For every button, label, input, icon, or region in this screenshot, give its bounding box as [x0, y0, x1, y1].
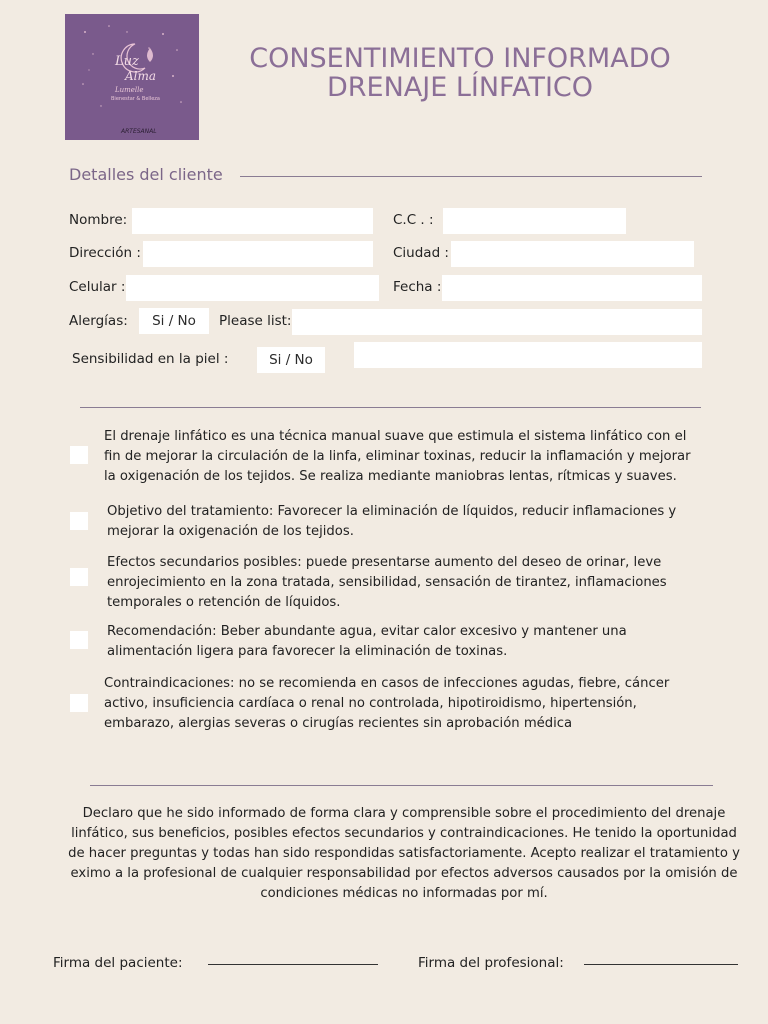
checkbox-item-3[interactable] [70, 568, 88, 586]
checklist-item-5-text: Contraindicaciones: no se recomienda en casos de infecciones agudas, fiebre, cáncer activo, insuficiencia cardíaca o renal no controlada, hipotiroidismo, hipertensión, embarazo, alergias severas o cirugías recientes sin aprobación médica [104, 676, 670, 731]
declaration-divider [90, 785, 713, 786]
direccion-label: Dirección : [69, 245, 141, 261]
sensibilidad-yes-no-toggle[interactable]: Si / No [257, 347, 325, 373]
nombre-field[interactable] [132, 208, 373, 234]
direccion-field[interactable] [143, 241, 373, 267]
checklist-item-4-text: Recomendación: Beber abundante agua, evitar calor excesivo y mantener una alimentación ligera para favorecer la eliminación de toxinas. [107, 624, 627, 659]
section-divider [80, 407, 701, 408]
celular-label: Celular : [69, 279, 126, 295]
logo-brand-line1: Luz [115, 54, 139, 69]
brand-logo [65, 14, 199, 140]
checkbox-item-4[interactable] [70, 631, 88, 649]
title-line2: DRENAJE LÍNFATICO [326, 72, 594, 103]
please-list-label: Please list: [219, 313, 292, 329]
fecha-label: Fecha : [393, 279, 442, 295]
alergias-yes-no-toggle[interactable]: Si / No [139, 308, 209, 334]
cc-field[interactable] [443, 208, 626, 234]
ciudad-field[interactable] [451, 241, 694, 267]
heading-divider [240, 176, 702, 177]
professional-signature-label: Firma del profesional: [418, 955, 564, 971]
celular-field[interactable] [126, 275, 379, 301]
alergias-list-field[interactable] [292, 309, 702, 335]
logo-tagline: Lumelle [115, 86, 144, 94]
checkbox-item-1[interactable] [70, 446, 88, 464]
alergias-label: Alergías: [69, 313, 128, 329]
consent-declaration: Declaro que he sido informado de forma clara y comprensible sobre el procedimiento del drenaje linfático, sus beneficios, posibles efectos secundarios y contraindicaciones. He tenido la oportunidad de hacer preguntas y todas han sido respondidas satisfactoriamente. Acepto realizar el tratamiento y eximo a la profesional de cualquier responsabilidad por efectos adversos causados por la omisión de condiciones médicas no informadas por mí. [68, 806, 740, 901]
patient-signature-label: Firma del paciente: [53, 955, 183, 971]
ciudad-label: Ciudad : [393, 245, 449, 261]
page-title [220, 44, 700, 102]
sensibilidad-label: Sensibilidad en la piel : [72, 351, 229, 367]
nombre-label: Nombre: [69, 212, 128, 228]
checklist-item-2-text: Objetivo del tratamiento: Favorecer la eliminación de líquidos, reducir inflamaciones y mejorar la oxigenación de los tejidos. [107, 504, 677, 539]
logo-brand-line2: Alma [125, 69, 157, 83]
checklist-item-3-text: Efectos secundarios posibles: puede presentarse aumento del deseo de orinar, leve enrojecimiento en la zona tratada, sensibilidad, sensación de tirantez, inflamaciones temporales o retención de líquidos. [107, 555, 667, 610]
professional-signature-line[interactable] [584, 964, 738, 965]
sensibilidad-detail-field[interactable] [354, 342, 702, 368]
logo-badge: ARTESANAL [121, 128, 157, 135]
checklist-item-1-text: El drenaje linfático es una técnica manual suave que estimula el sistema linfático con el fin de mejorar la circulación de la linfa, eliminar toxinas, reducir la inflamación y mejorar la oxigenación de los tejidos. Se realiza mediante maniobras lentas, rítmicas y suaves. [104, 429, 691, 484]
section-heading-client-details: Detalles del cliente [69, 165, 223, 184]
logo-subline: Bienestar & Belleza [111, 96, 160, 102]
checkbox-item-2[interactable] [70, 512, 88, 530]
patient-signature-line[interactable] [208, 964, 378, 965]
fecha-field[interactable] [442, 275, 702, 301]
cc-label: C.C . : [393, 212, 434, 228]
title-line1: CONSENTIMIENTO INFORMADO [249, 43, 671, 74]
checkbox-item-5[interactable] [70, 694, 88, 712]
